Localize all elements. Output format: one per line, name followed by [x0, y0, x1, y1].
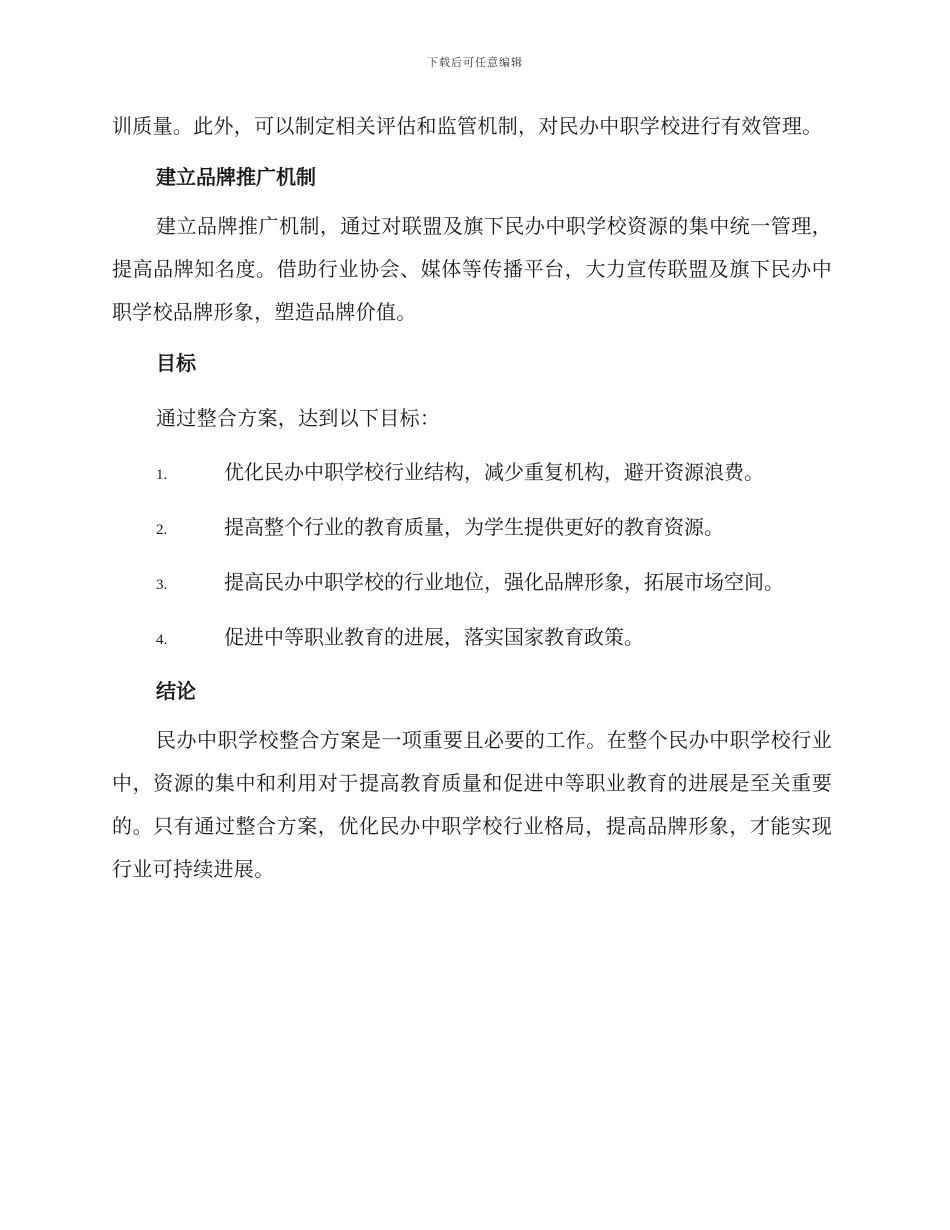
list-item-number: 2. [156, 522, 168, 538]
list-item [112, 615, 832, 659]
page-header: 下载后可任意编辑 [427, 56, 523, 69]
goals-list [112, 450, 832, 659]
list-item [112, 560, 832, 604]
list-item-number: 1. [156, 467, 168, 483]
intro-paragraph: 训质量。此外，可以制定相关评估和监管机制，对民办中职学校进行有效管理。 [112, 114, 823, 138]
list-item-text: 提高民办中职学校的行业地位，强化品牌形象，拓展市场空间。 [224, 570, 784, 594]
list-item-text: 促进中等职业教育的进展，落实国家教育政策。 [224, 625, 644, 649]
section-heading-conclusion: 结论 [156, 679, 196, 703]
goals-lead: 通过整合方案，达到以下目标： [156, 406, 441, 430]
conclusion-paragraph: 民办中职学校整合方案是一项重要且必要的工作。在整个民办中职学校行业中，资源的集中和利用对于提高教育质量和促进中等职业教育的进展是至关重要的。只有通过整合方案，优化民办中职学校行业格局，提高品牌形象，才能实现行业可持续进展。 [112, 728, 832, 881]
list-item [112, 505, 832, 549]
section-heading-goals: 目标 [156, 351, 196, 375]
document-body [112, 105, 832, 891]
section-heading-brand: 建立品牌推广机制 [156, 165, 316, 189]
list-item [112, 450, 832, 494]
list-item-text: 优化民办中职学校行业结构，减少重复机构，避开资源浪费。 [224, 460, 764, 484]
list-item-number: 3. [156, 577, 168, 593]
brand-paragraph: 建立品牌推广机制，通过对联盟及旗下民办中职学校资源的集中统一管理，提高品牌知名度。借助行业协会、媒体等传播平台，大力宣传联盟及旗下民办中职学校品牌形象，塑造品牌价值。 [112, 214, 832, 324]
list-item-number: 4. [156, 632, 168, 648]
list-item-text: 提高整个行业的教育质量，为学生提供更好的教育资源。 [224, 515, 724, 539]
